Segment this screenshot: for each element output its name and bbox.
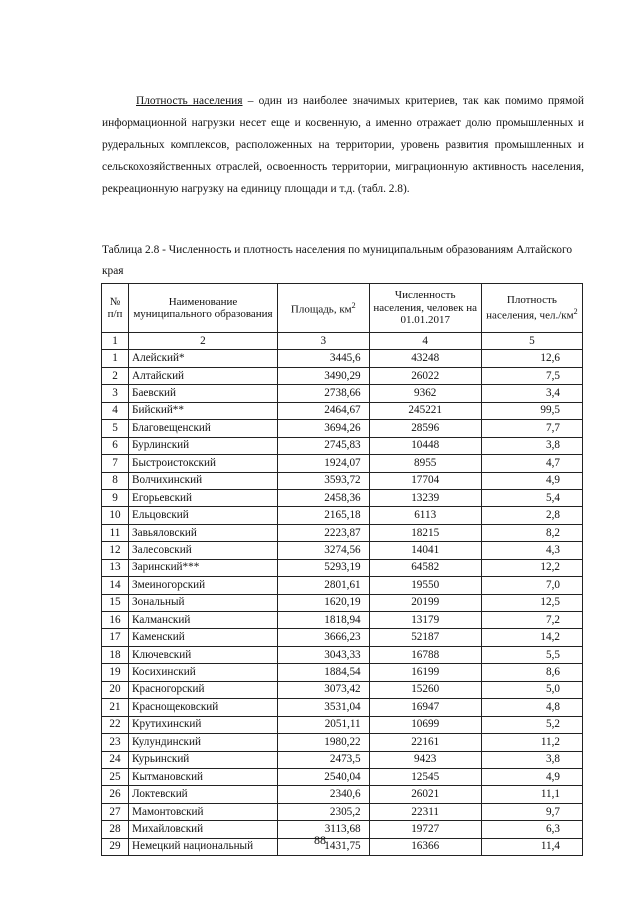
column-number-row	[102, 333, 583, 350]
body-paragraph	[102, 90, 584, 200]
header-area-text: Площадь, км	[290, 303, 352, 316]
cell-number: 13	[102, 559, 129, 576]
cell-number: 28	[102, 821, 129, 838]
table-row	[102, 629, 583, 646]
cell-number: 20	[102, 681, 129, 698]
cell-number: 15	[102, 594, 129, 611]
cell-number: 12	[102, 542, 129, 559]
cell-density: 11,1	[481, 786, 582, 803]
cell-number: 18	[102, 646, 129, 663]
table-row	[102, 681, 583, 698]
cell-number: 4	[102, 402, 129, 419]
cell-number: 21	[102, 699, 129, 716]
cell-density: 12,2	[481, 559, 582, 576]
cell-area: 2540,04	[277, 768, 369, 785]
cell-population: 10699	[369, 716, 481, 733]
header-name: Наименование муниципального образования	[129, 284, 278, 333]
cell-population: 13179	[369, 612, 481, 629]
cell-name: Ельцовский	[129, 507, 278, 524]
cell-density: 7,0	[481, 577, 582, 594]
cell-population: 43248	[369, 350, 481, 367]
column-number: 2	[129, 333, 278, 350]
cell-name: Косихинский	[129, 664, 278, 681]
table-row	[102, 594, 583, 611]
cell-name: Михайловский	[129, 821, 278, 838]
table-row	[102, 385, 583, 402]
cell-area: 1924,07	[277, 455, 369, 472]
cell-number: 6	[102, 437, 129, 454]
header-density-text: Плотность населения, чел./км	[486, 293, 574, 322]
cell-area: 3593,72	[277, 472, 369, 489]
cell-name: Крутихинский	[129, 716, 278, 733]
cell-number: 26	[102, 786, 129, 803]
cell-name: Курьинский	[129, 751, 278, 768]
cell-population: 10448	[369, 437, 481, 454]
cell-density: 12,6	[481, 350, 582, 367]
cell-density: 5,4	[481, 489, 582, 506]
cell-density: 4,8	[481, 699, 582, 716]
table-row	[102, 646, 583, 663]
header-area-sup: 2	[351, 300, 356, 310]
cell-name: Баевский	[129, 385, 278, 402]
cell-name: Завьяловский	[129, 524, 278, 541]
cell-number: 14	[102, 577, 129, 594]
cell-population: 13239	[369, 489, 481, 506]
cell-population: 22161	[369, 734, 481, 751]
table-header-row	[102, 284, 583, 333]
cell-population: 9362	[369, 385, 481, 402]
cell-name: Волчихинский	[129, 472, 278, 489]
table-row	[102, 734, 583, 751]
cell-area: 1980,22	[277, 734, 369, 751]
cell-density: 8,2	[481, 524, 582, 541]
cell-area: 1620,19	[277, 594, 369, 611]
cell-population: 64582	[369, 559, 481, 576]
cell-area: 2801,61	[277, 577, 369, 594]
cell-number: 19	[102, 664, 129, 681]
cell-number: 3	[102, 385, 129, 402]
column-number: 5	[481, 333, 582, 350]
cell-name: Алтайский	[129, 367, 278, 384]
table-row	[102, 716, 583, 733]
cell-area: 2458,36	[277, 489, 369, 506]
cell-area: 5293,19	[277, 559, 369, 576]
cell-density: 6,3	[481, 821, 582, 838]
cell-number: 5	[102, 420, 129, 437]
cell-density: 3,8	[481, 437, 582, 454]
cell-name: Мамонтовский	[129, 803, 278, 820]
cell-density: 11,2	[481, 734, 582, 751]
cell-population: 52187	[369, 629, 481, 646]
cell-density: 9,7	[481, 803, 582, 820]
population-table	[101, 283, 583, 856]
cell-number: 22	[102, 716, 129, 733]
cell-area: 3694,26	[277, 420, 369, 437]
cell-density: 5,0	[481, 681, 582, 698]
cell-area: 3666,23	[277, 629, 369, 646]
header-density-sup: 2	[573, 307, 578, 317]
cell-area: 3073,42	[277, 681, 369, 698]
cell-population: 245221	[369, 402, 481, 419]
cell-population: 9423	[369, 751, 481, 768]
cell-name: Калманский	[129, 612, 278, 629]
cell-population: 19727	[369, 821, 481, 838]
cell-name: Локтевский	[129, 786, 278, 803]
table-row	[102, 577, 583, 594]
cell-number: 25	[102, 768, 129, 785]
cell-population: 14041	[369, 542, 481, 559]
cell-population: 17704	[369, 472, 481, 489]
cell-number: 24	[102, 751, 129, 768]
cell-area: 2473,5	[277, 751, 369, 768]
cell-density: 2,8	[481, 507, 582, 524]
cell-population: 26021	[369, 786, 481, 803]
cell-area: 3113,68	[277, 821, 369, 838]
cell-area: 2745,83	[277, 437, 369, 454]
table-row	[102, 437, 583, 454]
cell-name: Алейский*	[129, 350, 278, 367]
table-row	[102, 664, 583, 681]
cell-population: 26022	[369, 367, 481, 384]
cell-area: 1884,54	[277, 664, 369, 681]
table-row	[102, 489, 583, 506]
cell-density: 8,6	[481, 664, 582, 681]
header-num: № п/п	[102, 284, 129, 333]
cell-name: Благовещенский	[129, 420, 278, 437]
cell-name: Краснощековский	[129, 699, 278, 716]
cell-number: 9	[102, 489, 129, 506]
cell-number: 16	[102, 612, 129, 629]
cell-population: 16366	[369, 838, 481, 855]
paragraph-text: – один из наиболее значимых критериев, так как помимо прямой информационной нагрузки несет еще и косвенную, а именно отражает долю промышленных и рудеральных комплексов, расположенных на территории, уровень развития промышленных и сельскохозяйственных отраслей, освоенность территории, миграционную активность населения, рекреационную нагрузку на единицу площади и т.д. (табл. 2.8).	[102, 95, 584, 195]
table-caption: Таблица 2.8 - Численность и плотность населения по муниципальным образованиям Алтайского края	[102, 244, 573, 277]
cell-density: 3,4	[481, 385, 582, 402]
cell-density: 3,8	[481, 751, 582, 768]
cell-name: Кулундинский	[129, 734, 278, 751]
cell-population: 20199	[369, 594, 481, 611]
cell-name: Бурлинский	[129, 437, 278, 454]
cell-population: 28596	[369, 420, 481, 437]
cell-area: 2305,2	[277, 803, 369, 820]
cell-area: 2165,18	[277, 507, 369, 524]
cell-number: 1	[102, 350, 129, 367]
cell-density: 99,5	[481, 402, 582, 419]
cell-population: 18215	[369, 524, 481, 541]
cell-name: Егорьевский	[129, 489, 278, 506]
column-number: 1	[102, 333, 129, 350]
table-row	[102, 768, 583, 785]
cell-name: Бийский**	[129, 402, 278, 419]
cell-name: Каменский	[129, 629, 278, 646]
column-number: 3	[277, 333, 369, 350]
header-population: Численность населения, человек на 01.01.2017	[369, 284, 481, 333]
cell-density: 4,9	[481, 472, 582, 489]
cell-number: 10	[102, 507, 129, 524]
cell-population: 16947	[369, 699, 481, 716]
cell-number: 7	[102, 455, 129, 472]
cell-density: 7,2	[481, 612, 582, 629]
cell-area: 3274,56	[277, 542, 369, 559]
cell-number: 27	[102, 803, 129, 820]
cell-population: 15260	[369, 681, 481, 698]
table-row	[102, 524, 583, 541]
cell-area: 3531,04	[277, 699, 369, 716]
cell-name: Залесовский	[129, 542, 278, 559]
table-row	[102, 367, 583, 384]
cell-number: 29	[102, 838, 129, 855]
cell-area: 1818,94	[277, 612, 369, 629]
header-density	[481, 284, 582, 333]
cell-area: 1431,75	[277, 838, 369, 855]
table-row	[102, 420, 583, 437]
table-row	[102, 803, 583, 820]
cell-density: 7,5	[481, 367, 582, 384]
table-row	[102, 612, 583, 629]
cell-area: 2738,66	[277, 385, 369, 402]
cell-population: 22311	[369, 803, 481, 820]
cell-area: 2051,11	[277, 716, 369, 733]
cell-number: 17	[102, 629, 129, 646]
table-row	[102, 402, 583, 419]
cell-density: 7,7	[481, 420, 582, 437]
table-row	[102, 542, 583, 559]
cell-density: 11,4	[481, 838, 582, 855]
table-row	[102, 786, 583, 803]
cell-density: 12,5	[481, 594, 582, 611]
cell-name: Красногорский	[129, 681, 278, 698]
cell-name: Ключевский	[129, 646, 278, 663]
cell-area: 3043,33	[277, 646, 369, 663]
cell-population: 12545	[369, 768, 481, 785]
cell-area: 3490,29	[277, 367, 369, 384]
page-number: 88	[314, 833, 326, 847]
cell-area: 2223,87	[277, 524, 369, 541]
cell-population: 16788	[369, 646, 481, 663]
cell-number: 23	[102, 734, 129, 751]
table-row	[102, 507, 583, 524]
table-row	[102, 350, 583, 367]
header-area	[277, 284, 369, 333]
cell-name: Змеиногорский	[129, 577, 278, 594]
cell-number: 2	[102, 367, 129, 384]
cell-name: Быстроистокский	[129, 455, 278, 472]
cell-area: 2340,6	[277, 786, 369, 803]
cell-name: Заринский***	[129, 559, 278, 576]
table-row	[102, 751, 583, 768]
cell-density: 4,9	[481, 768, 582, 785]
cell-number: 8	[102, 472, 129, 489]
cell-name: Зональный	[129, 594, 278, 611]
cell-population: 8955	[369, 455, 481, 472]
term-underlined: Плотность населения	[136, 95, 243, 107]
table-row	[102, 455, 583, 472]
cell-density: 5,2	[481, 716, 582, 733]
cell-name: Кытмановский	[129, 768, 278, 785]
table-body	[102, 350, 583, 856]
cell-name: Немецкий национальный	[129, 838, 278, 855]
cell-population: 6113	[369, 507, 481, 524]
table-row	[102, 699, 583, 716]
table-row	[102, 559, 583, 576]
cell-area: 2464,67	[277, 402, 369, 419]
cell-density: 5,5	[481, 646, 582, 663]
cell-population: 19550	[369, 577, 481, 594]
cell-number: 11	[102, 524, 129, 541]
table-row	[102, 472, 583, 489]
cell-density: 4,7	[481, 455, 582, 472]
column-number: 4	[369, 333, 481, 350]
cell-area: 3445,6	[277, 350, 369, 367]
cell-density: 14,2	[481, 629, 582, 646]
cell-population: 16199	[369, 664, 481, 681]
cell-density: 4,3	[481, 542, 582, 559]
